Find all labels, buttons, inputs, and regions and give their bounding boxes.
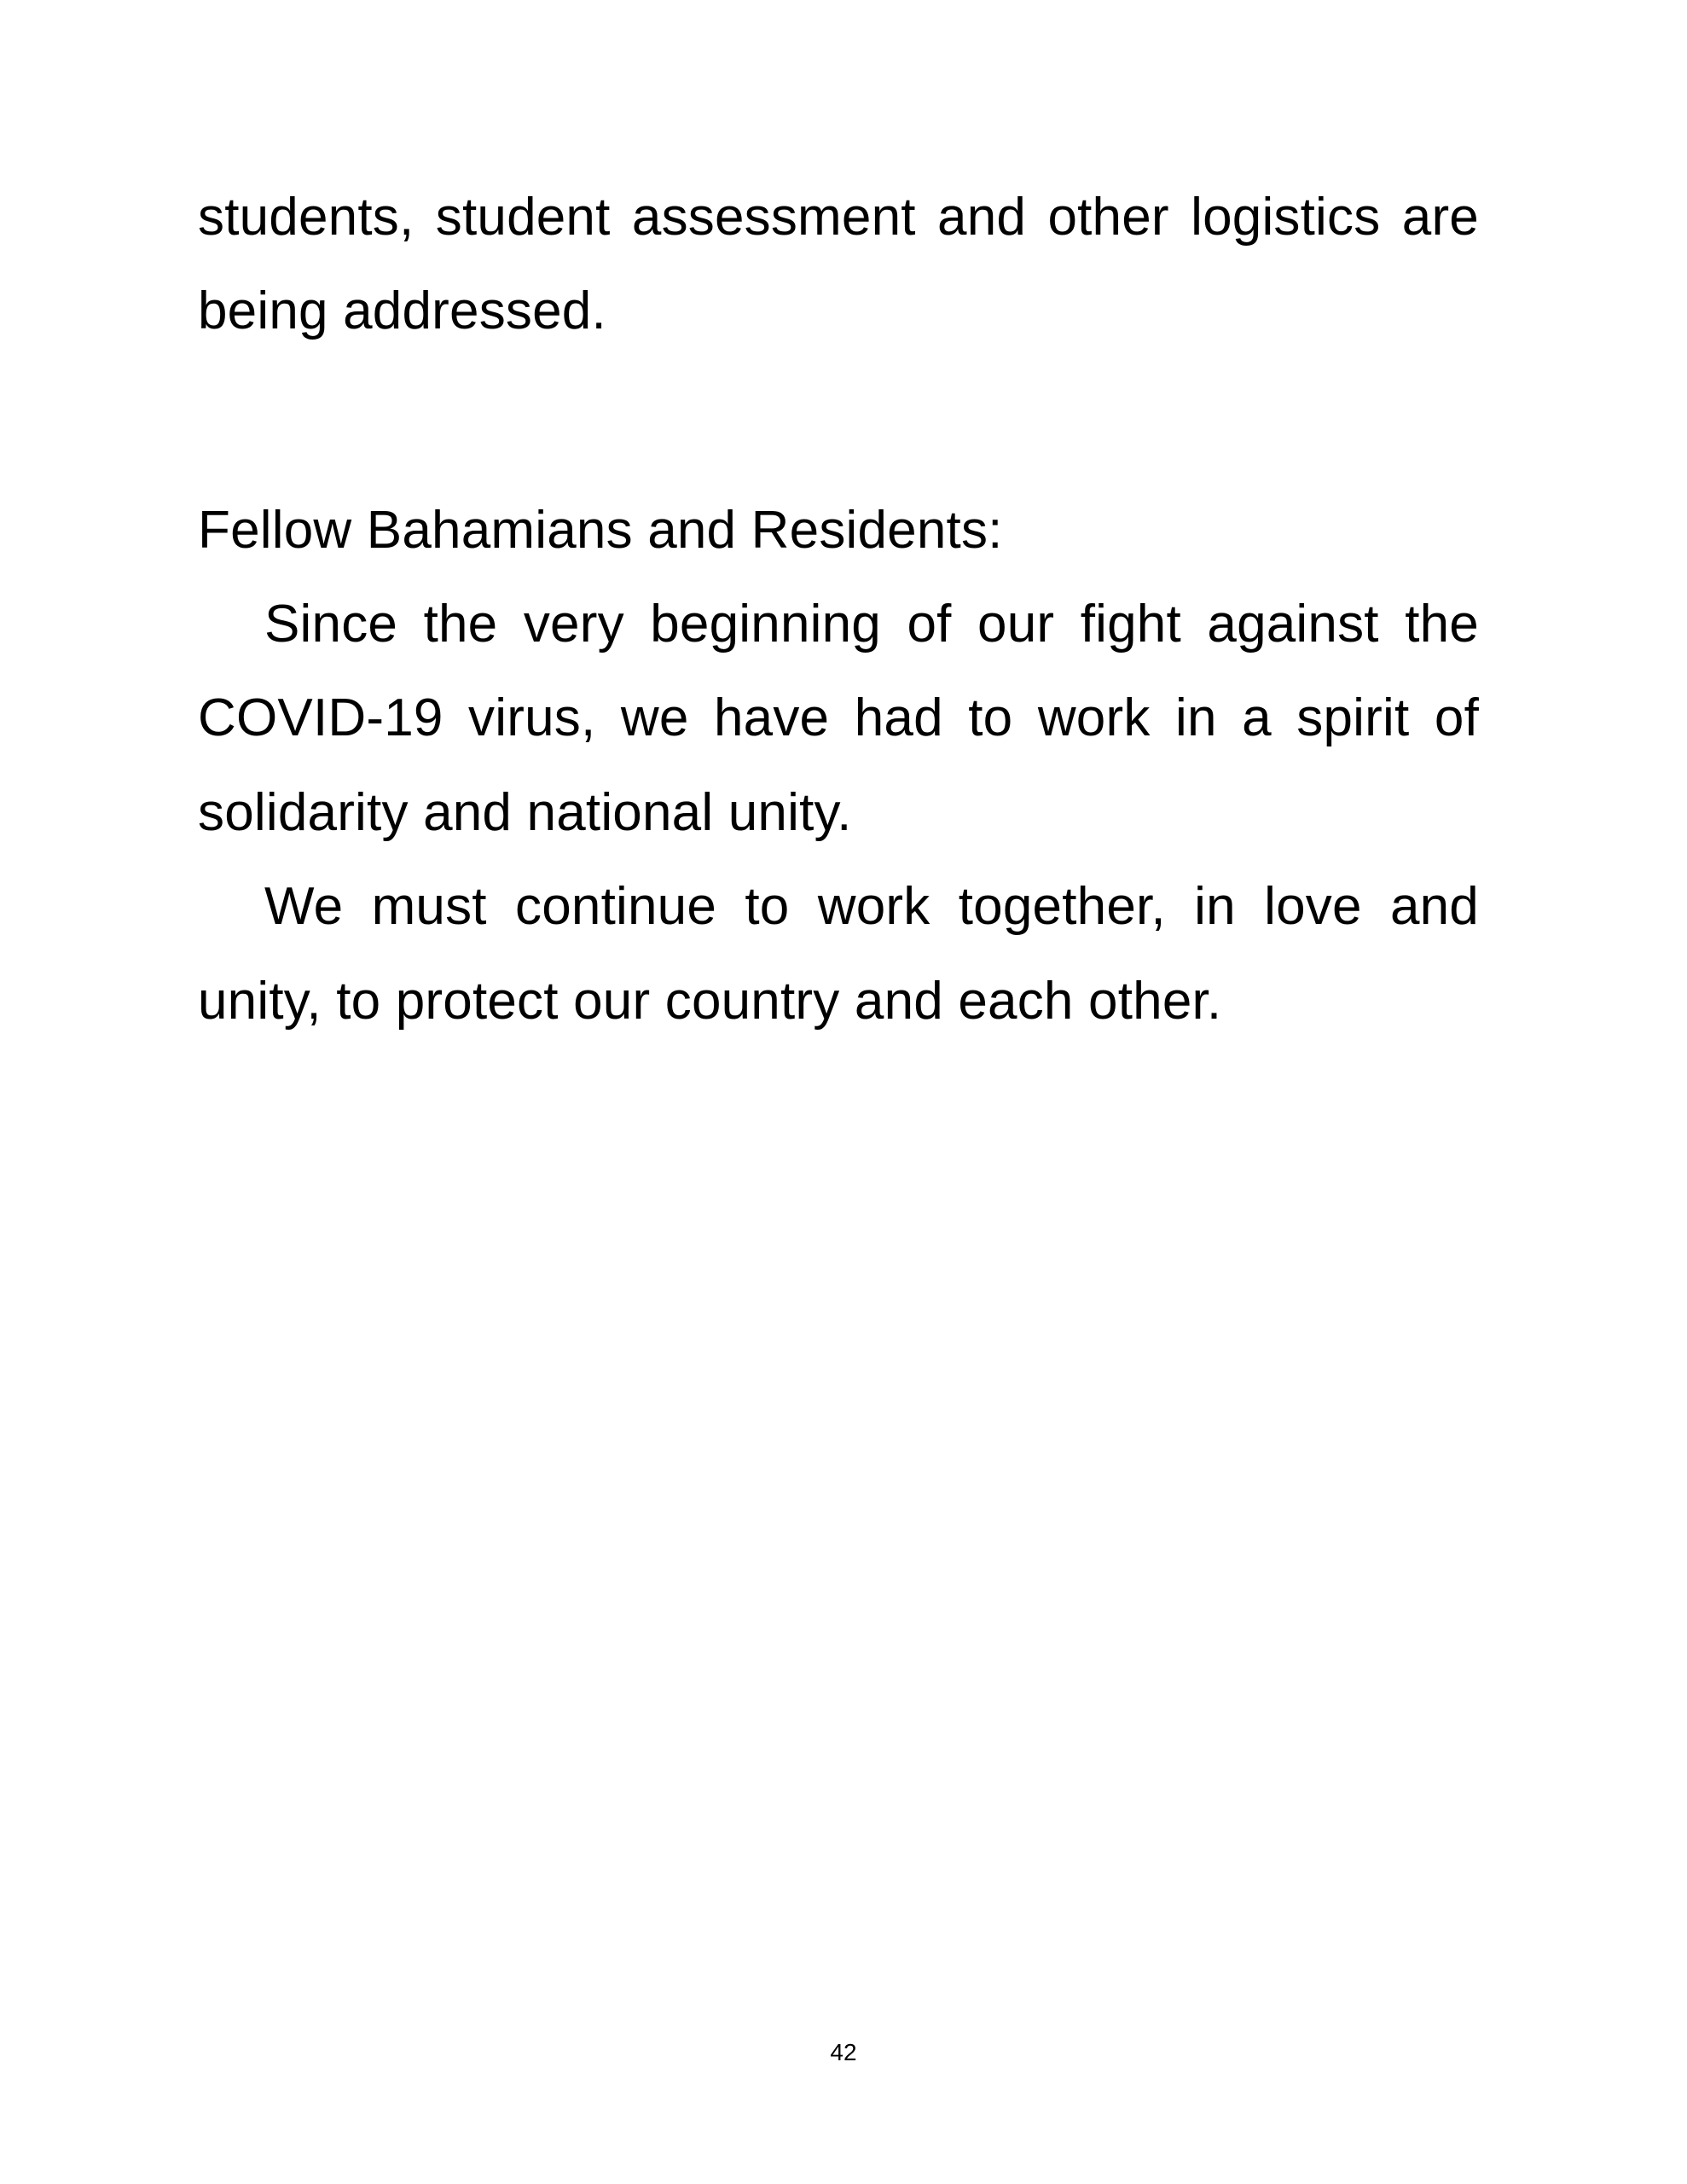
- paragraph-spacer: [198, 359, 1479, 484]
- paragraph-solidarity: Since the very beginning of our fight against the COVID-19 virus, we have had to work in a spirit of solidarity and national unity.: [198, 595, 1479, 842]
- paragraph-continued: students, student assessment and other logistics are being addressed.: [198, 188, 1479, 341]
- paragraph-work-together: We must continue to work together, in love and unity, to protect our country and each other.: [198, 877, 1479, 1031]
- page-number: 42: [830, 2039, 857, 2065]
- paragraph-salutation: Fellow Bahamians and Residents:: [198, 500, 1003, 560]
- page-body: [198, 171, 1479, 1048]
